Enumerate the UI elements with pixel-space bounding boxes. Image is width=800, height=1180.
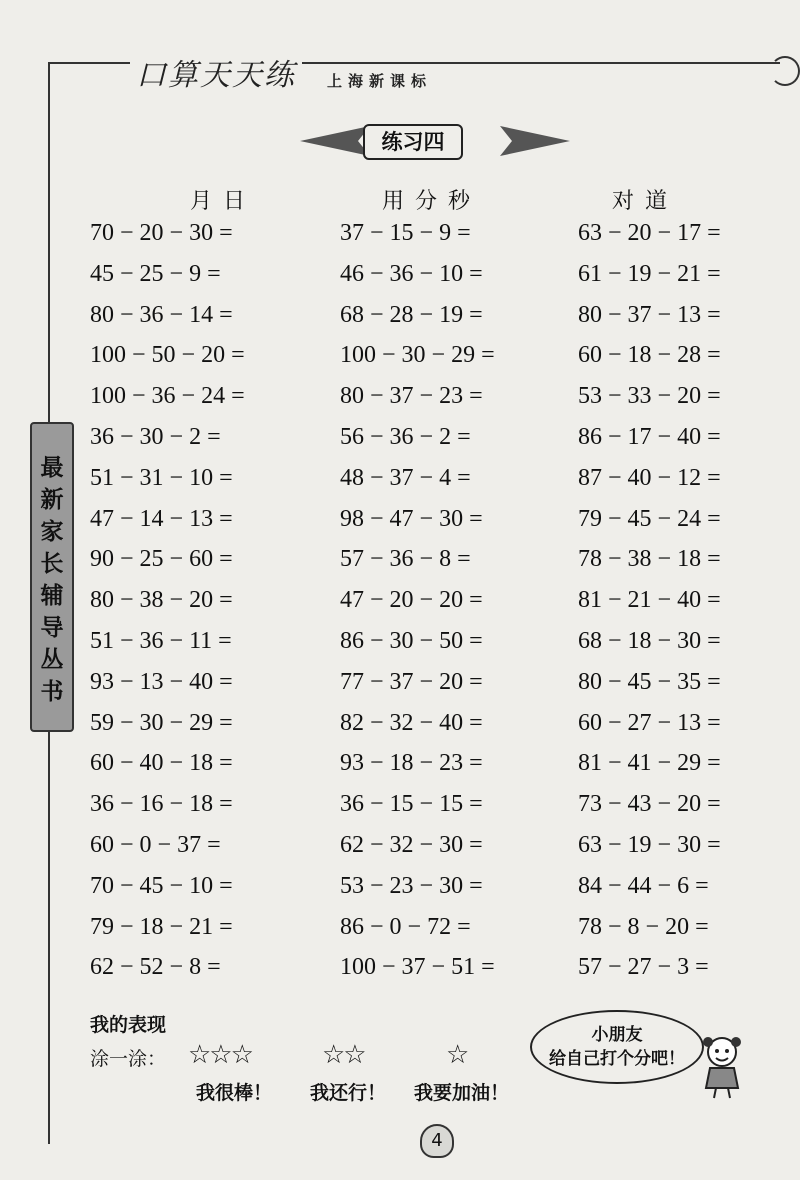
math-problem: 98 − 47 − 30 = bbox=[340, 505, 483, 532]
series-sidebar-text: 最 新 家 长 辅 导 丛 书 bbox=[40, 455, 64, 705]
one-star-icon[interactable]: ☆ bbox=[446, 1040, 468, 1070]
color-in-label: 涂一涂： bbox=[90, 1048, 167, 1070]
problem-row bbox=[0, 546, 800, 576]
problem-row bbox=[0, 873, 800, 903]
problem-row bbox=[0, 220, 800, 250]
math-problem: 90 − 25 − 60 = bbox=[90, 546, 233, 573]
two-stars-icon[interactable]: ☆☆ bbox=[322, 1040, 365, 1070]
speech-bubble-line2: 给自己打个分吧！ bbox=[549, 1049, 685, 1069]
math-problem: 80 − 38 − 20 = bbox=[90, 587, 233, 614]
praise-great: 我很棒！ bbox=[196, 1082, 273, 1104]
three-stars-icon[interactable]: ☆☆☆ bbox=[188, 1040, 252, 1070]
problem-row bbox=[0, 791, 800, 821]
math-problem: 45 − 25 − 9 = bbox=[90, 260, 221, 287]
math-problem: 100 − 37 − 51 = bbox=[340, 954, 495, 981]
math-problem: 79 − 18 − 21 = bbox=[90, 913, 233, 940]
math-problem: 86 − 30 − 50 = bbox=[340, 628, 483, 654]
book-logo: 口算天天练 bbox=[130, 50, 302, 94]
math-problem: 68 − 18 − 30 = bbox=[578, 628, 721, 654]
math-problem: 100 − 36 − 24 = bbox=[90, 383, 245, 410]
problem-row bbox=[0, 261, 800, 291]
math-problem: 80 − 45 − 35 = bbox=[578, 668, 721, 695]
problem-row bbox=[0, 750, 800, 780]
series-sidebar bbox=[30, 422, 74, 732]
math-problem: 86 − 0 − 72 = bbox=[340, 913, 471, 940]
math-problem: 47 − 14 − 13 = bbox=[90, 505, 233, 532]
math-problem: 86 − 17 − 40 = bbox=[578, 424, 721, 450]
page-number: 4 bbox=[420, 1124, 454, 1158]
problem-row bbox=[0, 424, 800, 454]
math-problem: 80 − 36 − 14 = bbox=[90, 301, 233, 328]
time-used-header: 用 分 秒 bbox=[382, 189, 472, 214]
math-problem: 61 − 19 − 21 = bbox=[578, 260, 721, 287]
cartoon-girl-icon bbox=[700, 1034, 744, 1100]
book-subtitle: 上海新课标 bbox=[327, 72, 433, 90]
problem-row bbox=[0, 832, 800, 862]
math-problem: 80 − 37 − 13 = bbox=[578, 301, 721, 328]
problem-row bbox=[0, 628, 800, 658]
problem-row bbox=[0, 914, 800, 944]
math-problem: 70 − 20 − 30 = bbox=[90, 220, 233, 246]
problem-row bbox=[0, 710, 800, 740]
math-problem: 36 − 16 − 18 = bbox=[90, 791, 233, 818]
math-problem: 100 − 30 − 29 = bbox=[340, 342, 495, 369]
math-problem: 73 − 43 − 20 = bbox=[578, 791, 721, 818]
math-problem: 51 − 36 − 11 = bbox=[90, 628, 232, 654]
problem-row bbox=[0, 954, 800, 984]
problem-row bbox=[0, 669, 800, 699]
problem-row bbox=[0, 506, 800, 536]
math-problem: 56 − 36 − 2 = bbox=[340, 424, 471, 450]
math-problem: 62 − 32 − 30 = bbox=[340, 832, 483, 858]
math-problem: 60 − 0 − 37 = bbox=[90, 832, 221, 858]
math-problem: 59 − 30 − 29 = bbox=[90, 709, 233, 736]
math-problem: 77 − 37 − 20 = bbox=[340, 668, 483, 695]
math-problem: 100 − 50 − 20 = bbox=[90, 342, 245, 369]
math-problem: 70 − 45 − 10 = bbox=[90, 872, 233, 899]
math-problem: 93 − 13 − 40 = bbox=[90, 668, 233, 695]
praise-try-harder: 我要加油！ bbox=[414, 1082, 510, 1104]
math-problem: 60 − 18 − 28 = bbox=[578, 342, 721, 369]
math-problem: 79 − 45 − 24 = bbox=[578, 505, 721, 532]
math-problem: 57 − 36 − 8 = bbox=[340, 546, 471, 573]
problem-row bbox=[0, 302, 800, 332]
corner-ornament bbox=[770, 56, 800, 86]
math-problem: 93 − 18 − 23 = bbox=[340, 750, 483, 777]
math-problem: 82 − 32 − 40 = bbox=[340, 709, 483, 736]
math-problem: 68 − 28 − 19 = bbox=[340, 301, 483, 328]
math-problem: 81 − 21 − 40 = bbox=[578, 587, 721, 614]
math-problem: 46 − 36 − 10 = bbox=[340, 260, 483, 287]
problem-row bbox=[0, 587, 800, 617]
math-problem: 81 − 41 − 29 = bbox=[578, 750, 721, 777]
math-problem: 60 − 27 − 13 = bbox=[578, 709, 721, 736]
performance-title: 我的表现 bbox=[90, 1014, 167, 1036]
math-problem: 80 − 37 − 23 = bbox=[340, 383, 483, 410]
math-problem: 78 − 8 − 20 = bbox=[578, 913, 709, 940]
praise-ok: 我还行！ bbox=[310, 1082, 387, 1104]
math-problem: 51 − 31 − 10 = bbox=[90, 464, 233, 491]
problem-row bbox=[0, 465, 800, 495]
correct-count-header: 对 道 bbox=[612, 189, 669, 214]
exercise-title: 练习四 bbox=[363, 124, 463, 160]
math-problem: 63 − 20 − 17 = bbox=[578, 220, 721, 246]
math-problem: 48 − 37 − 4 = bbox=[340, 464, 471, 491]
math-problem: 57 − 27 − 3 = bbox=[578, 954, 709, 981]
math-problem: 37 − 15 − 9 = bbox=[340, 220, 471, 246]
speech-bubble bbox=[530, 1010, 704, 1084]
speech-bubble-line1: 小朋友 bbox=[591, 1025, 643, 1045]
math-problem: 84 − 44 − 6 = bbox=[578, 872, 709, 899]
problem-row bbox=[0, 342, 800, 372]
math-problem: 60 − 40 − 18 = bbox=[90, 750, 233, 777]
math-problem: 53 − 23 − 30 = bbox=[340, 872, 483, 899]
math-problem: 87 − 40 − 12 = bbox=[578, 464, 721, 491]
math-problem: 78 − 38 − 18 = bbox=[578, 546, 721, 573]
math-problem: 63 − 19 − 30 = bbox=[578, 832, 721, 858]
math-problem: 47 − 20 − 20 = bbox=[340, 587, 483, 614]
math-problem: 62 − 52 − 8 = bbox=[90, 954, 221, 981]
problem-row bbox=[0, 383, 800, 413]
math-problem: 36 − 30 − 2 = bbox=[90, 424, 221, 450]
math-problem: 53 − 33 − 20 = bbox=[578, 383, 721, 410]
math-problem: 36 − 15 − 15 = bbox=[340, 791, 483, 818]
date-header: 月 日 bbox=[190, 189, 247, 214]
